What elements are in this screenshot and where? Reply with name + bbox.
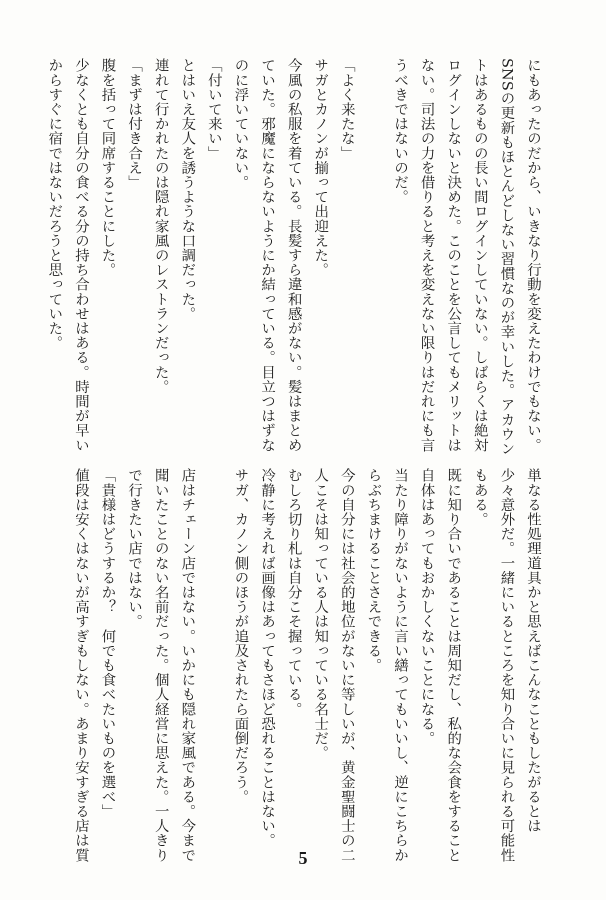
text-line: 既に知り合いであることは周知だし、私的な会食をすること bbox=[445, 468, 462, 863]
text-line: 連れて行かれたのは隠れ家風のレストランだった。 bbox=[152, 58, 169, 394]
text-line: 単なる性処理道具かと思えばこんなこともしたがるとは bbox=[525, 468, 541, 833]
text-line: 人こそは知っている人は知っている名士だ。 bbox=[312, 468, 329, 760]
blank-line bbox=[200, 468, 227, 848]
text-line: サガとカノンが揃って出迎えた。 bbox=[312, 58, 329, 277]
text-line: 今の自分には社会的地位がないに等しいが、黄金聖闘士の二 bbox=[338, 468, 355, 863]
text-block-top bbox=[41, 58, 546, 456]
text-line: むしろ切り札は自分こそ握っている。 bbox=[285, 468, 302, 717]
text-line: 腹を括って同席することにした。 bbox=[99, 58, 116, 277]
text-line: トはあるものの長い間ログインしていない。しばらくは絶対 bbox=[471, 58, 488, 453]
text-line: 少々意外だ。一緒にいるところを知り合いに見られる可能性 bbox=[498, 468, 515, 863]
text-line: とはいえ友人を誘うような口調だった。 bbox=[179, 58, 196, 321]
text-line: らぶちまけることさえできる。 bbox=[365, 468, 382, 673]
text-line: 当たり障りがないように言い繕ってもいいし、逆にこちらか bbox=[392, 468, 409, 863]
text-line: 「まずは付き合え」 bbox=[126, 58, 143, 190]
text-line: サガ、カノン側のほうが追及されたら面倒だろう。 bbox=[232, 468, 249, 804]
text-line: SNSの更新もほとんどしない習慣なのが幸いした。アカウン bbox=[498, 58, 515, 456]
text-block-bottom bbox=[67, 468, 546, 863]
text-line: のに浮いていない。 bbox=[232, 58, 249, 190]
text-line: 値段は安くはないが高すぎもしない。あまり安すぎる店は質 bbox=[72, 468, 89, 863]
text-line: 店はチェーン店ではない。いかにも隠れ家風である。今まで bbox=[179, 468, 196, 863]
text-line: 「よく来たな」 bbox=[338, 58, 355, 161]
text-line: 「付いて来い」 bbox=[205, 58, 222, 161]
text-line: ていた。邪魔にならないようにか結っている。目立つはずな bbox=[259, 58, 276, 453]
text-line: 「貴様はどうするか？ 何でも食べたいものを選べ」 bbox=[99, 468, 116, 819]
blank-line bbox=[360, 58, 387, 438]
text-line: 少なくとも自分の食べる分の持ち合わせはある。時間が早い bbox=[72, 58, 89, 453]
text-line: で行きたい店ではない。 bbox=[126, 468, 143, 629]
page-number: 5 bbox=[298, 848, 308, 868]
text-line: もある。 bbox=[471, 468, 488, 527]
text-line: ログインしないと決めた。このことを公言してもメリットは bbox=[445, 58, 462, 453]
text-line: 聞いたことのない名前だった。個人経営に思えた。一人きり bbox=[152, 468, 169, 863]
text-line: 今風の私服を着ている。長髪すら違和感がない。髪はまとめ bbox=[285, 58, 302, 453]
text-line: からすぐに宿ではないだろうと思っていた。 bbox=[46, 58, 63, 350]
text-line: にもあったのだから、いきなり行動を変えたわけでもない。 bbox=[525, 58, 541, 453]
text-line: 自体はあってもおかしくないことになる。 bbox=[418, 468, 435, 746]
text-line: ない。司法の力を借りると考えを変えない限りはだれにも言 bbox=[418, 58, 435, 453]
text-line: 冷静に考えれば画像はあってもさほど恐れることはない。 bbox=[259, 468, 276, 848]
text-line: うべきではないのだ。 bbox=[392, 58, 409, 204]
